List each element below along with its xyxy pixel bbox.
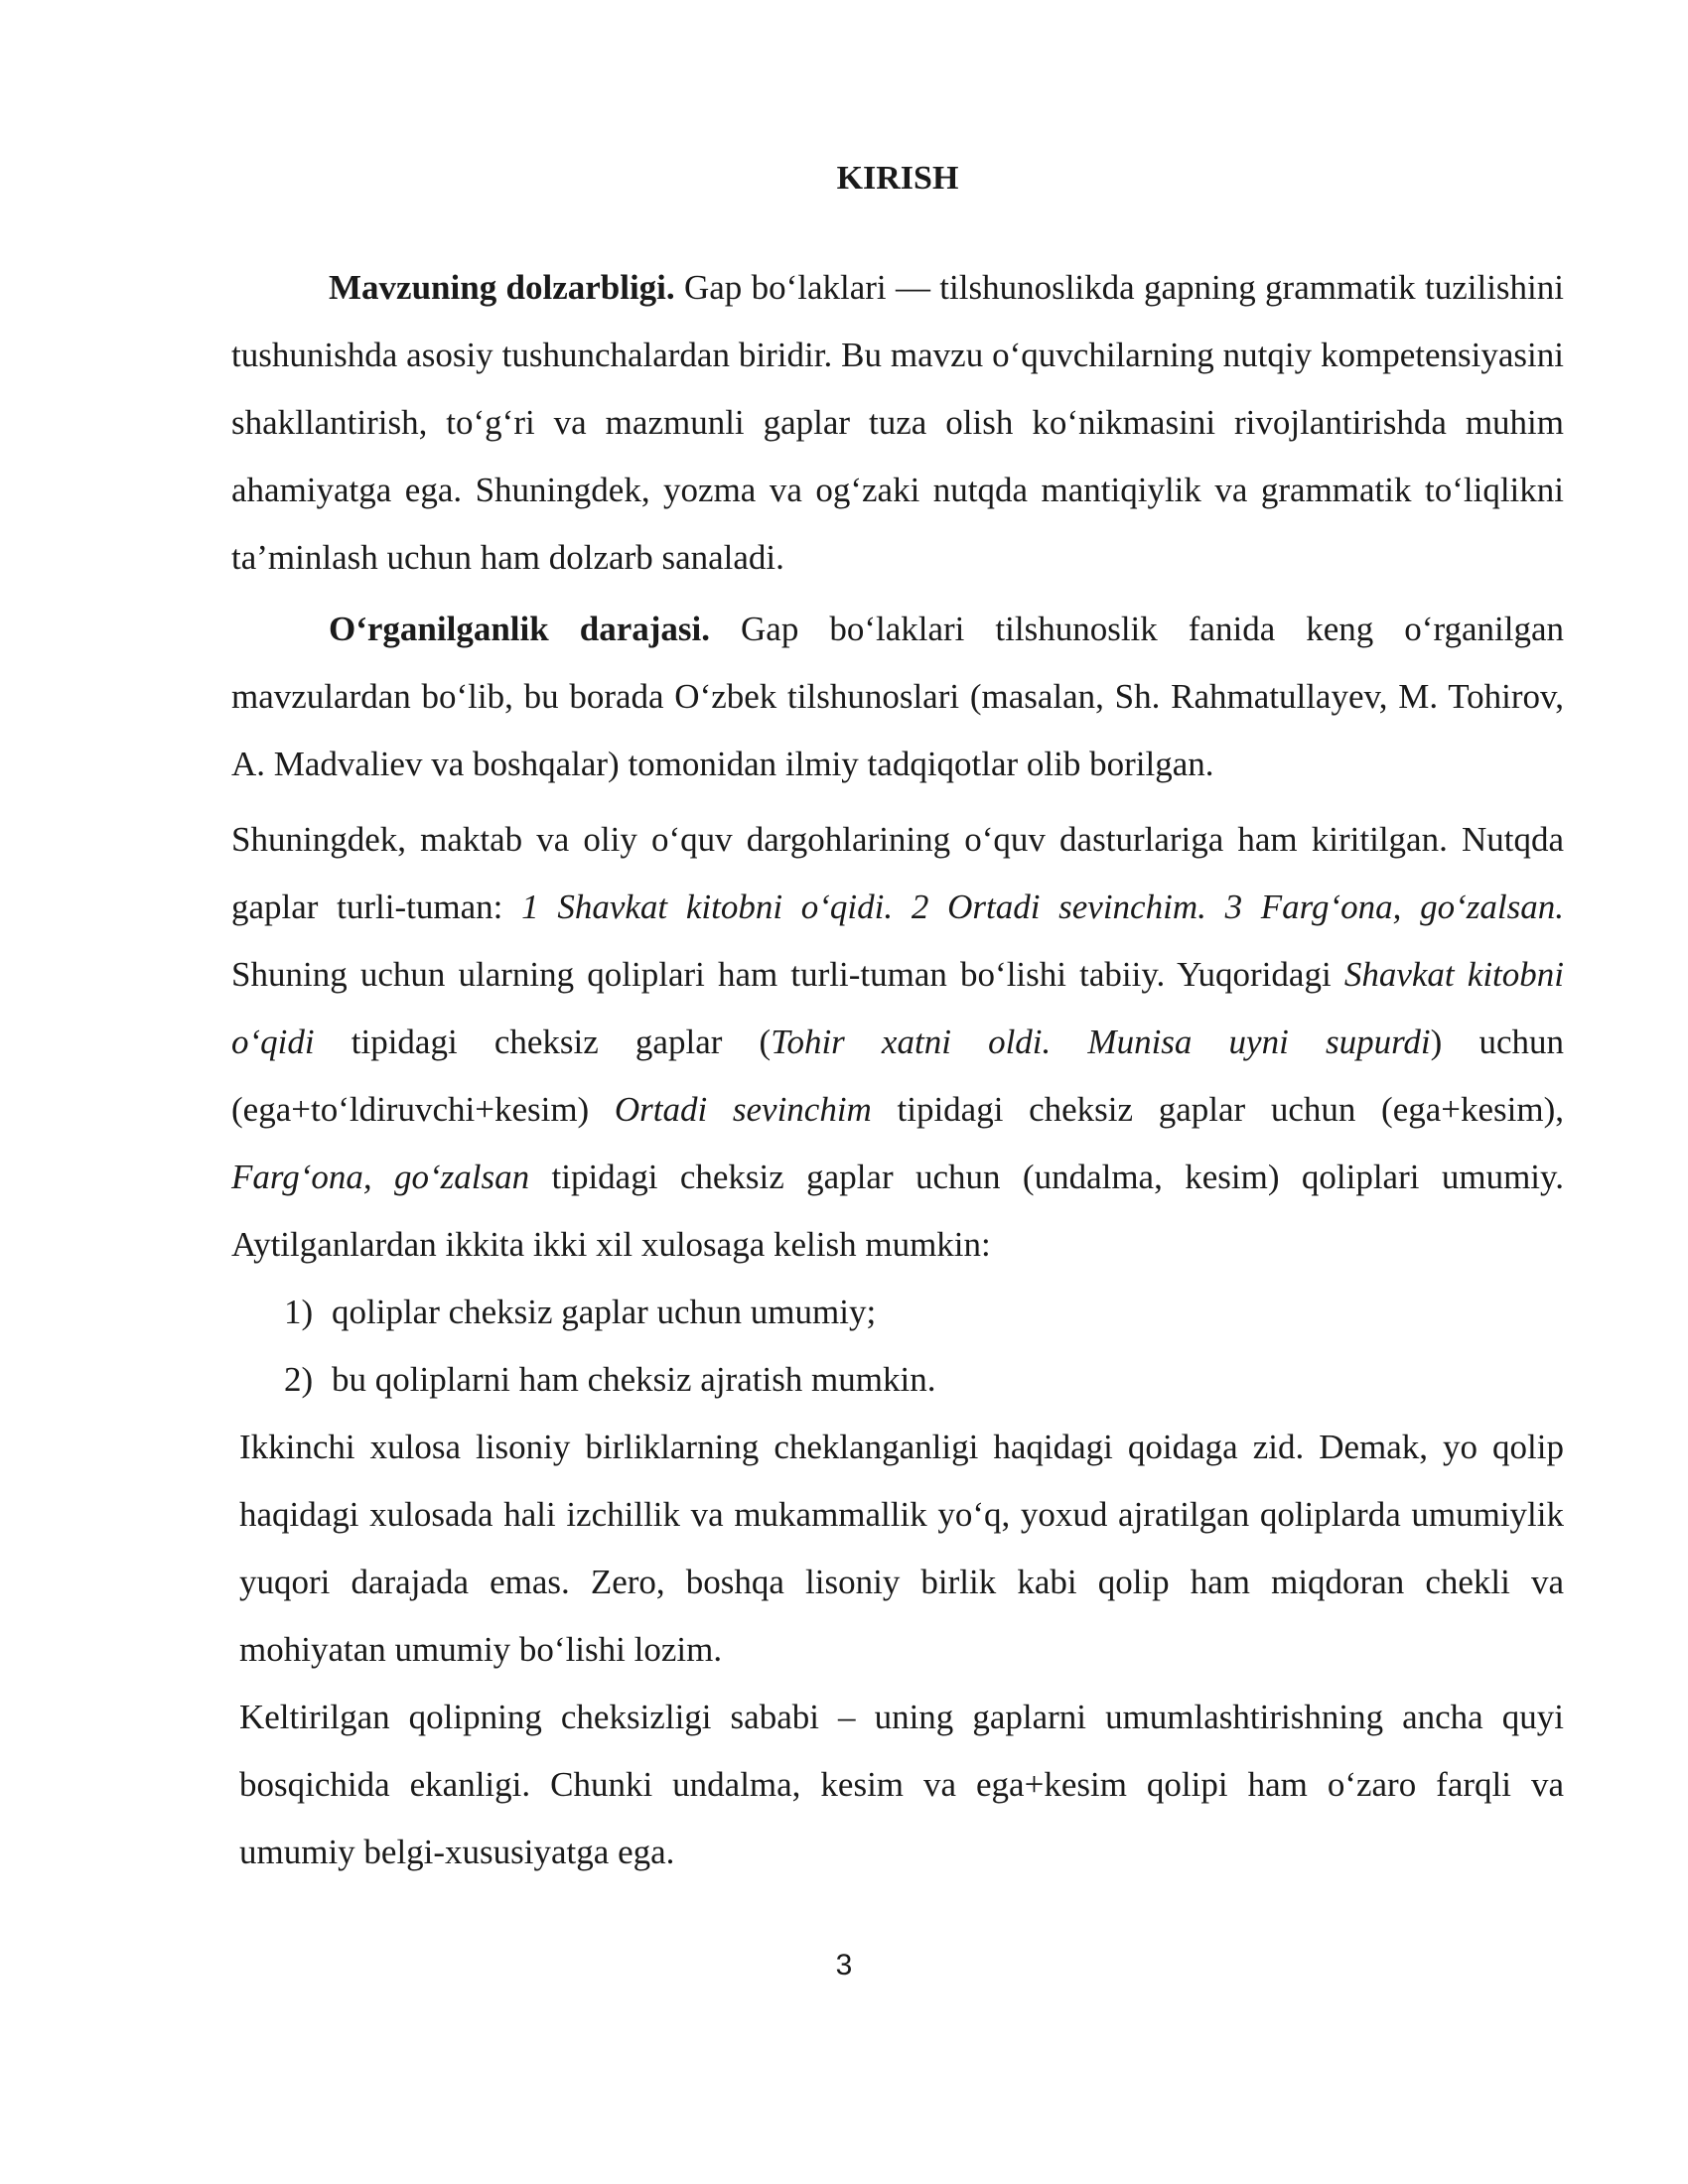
paragraph-text: tipidagi cheksiz gaplar (: [314, 1023, 772, 1061]
list-number: 2): [284, 1360, 314, 1399]
paragraph-text: Gap bo‘laklari — tilshunoslikda gapning grammatik tuzilishini tushunishda asosiy tushunchalardan biridir. Bu mavzu o‘quvchilarning nutqiy kompetensiyasini shakllantirish, to‘g‘ri va mazmunli gaplar tuza olish ko‘nikmasini rivojlantirishda muhim ahamiyatga ega. Shuningdek, yozma va og‘zaki nutqda mantiqiylik va grammatik to‘liqlikni ta’minlash uchun ham dolzarb sanaladi.: [231, 268, 1564, 577]
paragraph-text: ) uchun (ega+to‘ldiruvchi+kesim): [231, 1023, 1564, 1129]
page-title: KIRISH: [836, 160, 959, 197]
list-item: [231, 1346, 1564, 1414]
paragraph-text: tipidagi cheksiz gaplar uchun (undalma, kesim) qoliplari umumiy. Aytilganlardan ikkita ikki xil xulosaga kelish mumkin:: [231, 1158, 1565, 1264]
paragraph-text: Gap bo‘laklari tilshunoslik fanida keng o‘rganilgan mavzulardan bo‘lib, bu borada O‘zbek tilshunoslari (masalan, Sh. Rahmatullayev, M. Tohirov, A. Madvaliev va boshqalar) tomonidan ilmiy tadqiqotlar olib borilgan.: [231, 610, 1564, 783]
conclusions-list: [231, 1279, 1564, 1414]
example-italic: Tohir xatni oldi. Munisa uyni supurdi: [771, 1023, 1431, 1061]
paragraph-examples: [231, 806, 1564, 1279]
paragraph-text: tipidagi cheksiz gaplar uchun (ega+kesim),: [871, 1090, 1565, 1129]
document-page: [231, 149, 1564, 1886]
example-italic: Shavkat kitobni o‘qidi: [231, 955, 1564, 1061]
paragraph-relevance: [231, 254, 1564, 592]
paragraph-second-conclusion: Ikkinchi xulosa lisoniy birliklarning cheklanganligi haqidagi qoidaga zid. Demak, yo qolip haqidagi xulosada hali izchillik va mukammallik yo‘q, yoxud ajratilgan qoliplarda umumiylik yuqori darajada emas. Zero, boshqa lisoniy birlik kabi qolip ham miqdoran chekli va mohiyatan umumiy bo‘lishi lozim.: [239, 1428, 1564, 1669]
list-text: bu qoliplarni ham cheksiz ajratish mumkin.: [332, 1360, 936, 1399]
page-number: 3: [835, 1949, 853, 1981]
example-italic: 1 Shavkat kitobni o‘qidi. 2 Ortadi sevinchim. 3 Farg‘ona, go‘zalsan.: [521, 887, 1565, 926]
example-italic: Farg‘ona, go‘zalsan: [231, 1158, 530, 1196]
paragraph-lead: Mavzuning dolzarbligi.: [329, 268, 675, 307]
example-italic: Ortadi sevinchim: [614, 1090, 872, 1129]
paragraph-lead: O‘rganilganlik darajasi.: [329, 610, 710, 648]
paragraph-reason: Keltirilgan qolipning cheksizligi sababi – uning gaplarni umumlashtirishning ancha quyi bosqichida ekanligi. Chunki undalma, kesim va ega+kesim qolipi ham o‘zaro farqli va umumiy belgi-xususiyatga ega.: [239, 1698, 1564, 1871]
list-item: [231, 1279, 1564, 1346]
paragraph-text: Shuningdek, maktab va oliy o‘quv dargohlarining o‘quv dasturlariga ham kiritilgan. Nutqda gaplar turli-tuman:: [231, 820, 1564, 926]
paragraph-text: Shuning uchun ularning qoliplari ham turli-tuman bo‘lishi tabiiy. Yuqoridagi: [231, 955, 1344, 994]
paragraph-study-level: [231, 596, 1564, 798]
list-number: 1): [284, 1293, 314, 1331]
list-text: qoliplar cheksiz gaplar uchun umumiy;: [332, 1293, 877, 1331]
